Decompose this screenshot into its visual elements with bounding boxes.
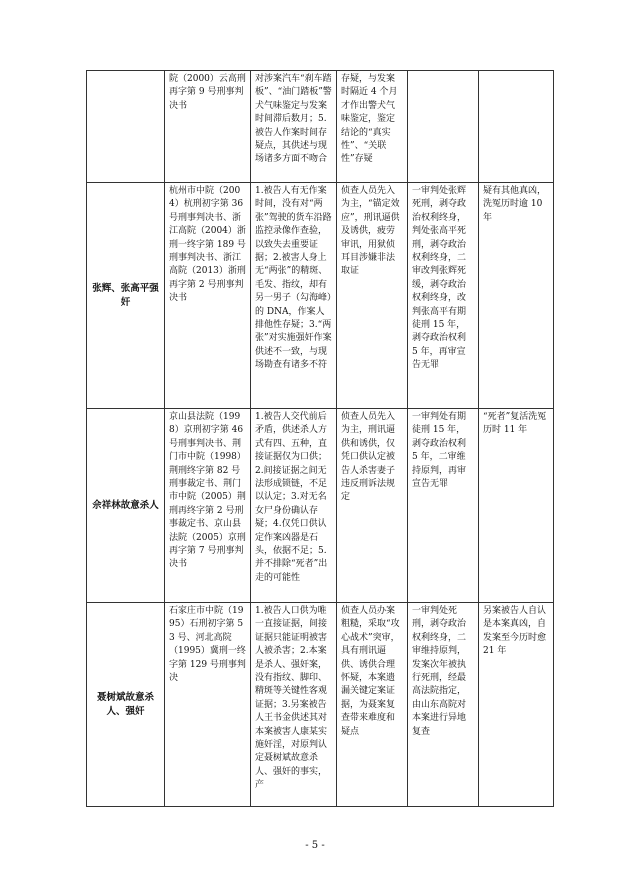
causes-cell: 侦查人员先入为主，“锚定效应”，刑讯逼供及诱供，疲劳审讯，用狱侦耳目涉嫌非法取证 [337,183,408,409]
notes-cell: “死者”复活洗冤历时 11 年 [479,409,554,603]
case-table [86,70,554,807]
case-name-cell: 聂树斌故意杀人、强奸 [87,603,165,807]
judgment-results-cell: 一审判处张辉死刑，剥夺政治权利终身，判处张高平死刑，剥夺政治权利终身，二审改判张辉死缓，剥夺政治权利终身，改判张高平有期徒刑 15 年，剥夺政治权利 5 年，再审宣告无罪 [408,183,479,409]
judgment-results-cell: 一审判处有期徒刑 15 年，剥夺政治权利 5 年，二审维持原判，再审宣告无罪 [408,409,479,603]
table-row [87,183,554,409]
notes-cell [479,71,554,183]
causes-cell: 存疑，与发案时隔近 4 个月才作出警犬气味鉴定，鉴定结论的“真实性”、“关联性”存疑 [337,71,408,183]
notes-cell: 疑有其他真凶，洗冤历时逾 10 年 [479,183,554,409]
judgment-results-cell [408,71,479,183]
table-row [87,603,554,807]
judgment-documents-cell: 院（2000）云高刑再字第 9 号刑事判决书 [165,71,251,183]
disputed-facts-cell: 1.被告人交代前后矛盾，供述杀人方式有四、五种，直接证据仅为口供；2.间接证据之间无法形成锁链，不足以认定；3.对无名女尸身份确认存疑；4.仅凭口供认定作案凶器是石头，依据不足；5.并不排除“死者”出走的可能性 [251,409,337,603]
notes-cell: 另案被告人自认是本案真凶，自发案至今历时愈 21 年 [479,603,554,807]
judgment-documents-cell: 京山县法院（1998）京刑初字第 46 号刑事判决书、荆门市中院（1998）荆刑终字第 82 号刑事裁定书、荆门市中院（2005）荆刑再终字第 2 号刑事裁定书、京山县法院（2005）京刑再字第 7 号刑事判决书 [165,409,251,603]
table-row [87,409,554,603]
disputed-facts-cell: 1.被告人有无作案时间，没有对“两张”驾驶的货车沿路监控录像作查验，以致失去重要证据；2.被害人身上无“两张”的精斑、毛发、指纹，却有另一男子（勾海峰）的 DNA，作案人排他性存疑；3.“两张”对实施强奸作案供述不一致，与现场勘查有诸多不符 [251,183,337,409]
judgment-documents-cell: 石家庄市中院（1995）石刑初字第 53 号、河北高院（1995）冀刑一终字第 129 号刑事判决 [165,603,251,807]
disputed-facts-cell: 1.被告人口供为唯一直接证据，间接证据只能证明被害人被杀害；2.本案是杀人、强奸案，没有指纹、脚印、精斑等关键性客观证据；3.另案被告人王书金供述其对本案被害人康某实施奸淫，对原判认定聂树斌故意杀人、强奸的事实，产 [251,603,337,807]
judgment-documents-cell: 杭州市中院（2004）杭刑初字第 36 号刑事判决书、浙江高院（2004）浙刑一终字第 189 号刑事判决书、浙江高院（2013）浙刑再字第 2 号刑事判决书 [165,183,251,409]
judgment-results-cell: 一审判处死刑，剥夺政治权利终身，二审维持原判，发案次年被执行死刑，经最高法院指定，由山东高院对本案进行异地复查 [408,603,479,807]
table-row [87,71,554,183]
case-name-cell: 佘祥林故意杀人 [87,409,165,603]
case-name-cell: 张辉、张高平强奸 [87,183,165,409]
disputed-facts-cell: 对涉案汽车“刹车踏板”、“油门踏板”警犬气味鉴定与发案时间滞后数月；5.被告人作案时间存疑点，其供述与现场诸多方面不吻合 [251,71,337,183]
causes-cell: 侦查人员办案粗糙，采取“攻心战术”突审，具有刑讯逼供、诱供合理怀疑，本案遗漏关键定案证据，为聂案复查带来难度和疑点 [337,603,408,807]
page-number: - 5 - [305,840,325,851]
case-name-cell [87,71,165,183]
causes-cell: 侦查人员先入为主，刑讯逼供和诱供，仅凭口供认定被告人杀害妻子违反刑诉法规定 [337,409,408,603]
